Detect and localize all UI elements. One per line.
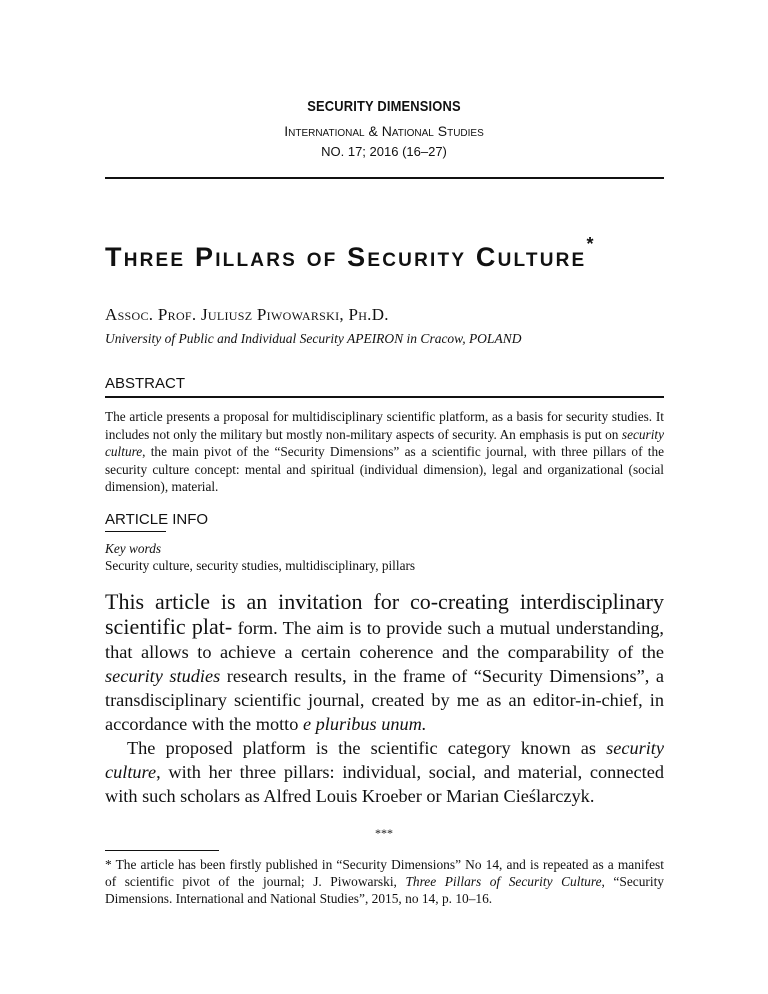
abstract-emphasis: security culture bbox=[105, 426, 664, 459]
body-paragraph bbox=[105, 590, 664, 736]
article-title bbox=[105, 234, 594, 273]
journal-title: SECURITY DIMENSIONS bbox=[307, 98, 461, 115]
abstract-divider bbox=[105, 396, 664, 398]
first-line: This article is an invitation for co-creating interdisciplinary scientific plat- bbox=[105, 589, 664, 639]
article-title-text: Three Pillars of Security Culture bbox=[105, 242, 587, 272]
author-affiliation: University of Public and Individual Security APEIRON in Cracow, POLAND bbox=[105, 331, 522, 346]
footnote-text-part: , “Security Dimensions. International and National Studies”, 2015, no 14, p. 10–16. bbox=[105, 874, 664, 906]
footnote-text-part: The article has been firstly published in “Security Dimensions” No 14, and is repeated as a manifest of scientific pivot of the journal; J. Piwowarski, bbox=[105, 857, 664, 889]
body-text-part: The proposed platform is the scientific category known as bbox=[127, 738, 607, 758]
body-emphasis: e pluribus unum. bbox=[302, 714, 427, 734]
section-separator: *** bbox=[375, 826, 393, 840]
abstract-text bbox=[105, 408, 664, 496]
footnote bbox=[105, 856, 664, 907]
journal-issue: NO. 17; 2016 (16–27) bbox=[321, 144, 447, 159]
abstract-heading: ABSTRACT bbox=[105, 375, 186, 392]
article-info-heading: ARTICLE INFO bbox=[105, 511, 209, 528]
article-info-divider bbox=[105, 531, 166, 532]
article-body bbox=[105, 590, 664, 808]
header-divider bbox=[105, 177, 664, 179]
title-footnote-mark: * bbox=[586, 234, 594, 254]
body-text-part: research results, in the frame of “Security Dimensions”, a transdisciplinary scientific journal, created by me as an editor-in-chief, in accordance with the motto bbox=[105, 666, 664, 734]
body-emphasis: security culture bbox=[105, 738, 664, 782]
footnote-divider bbox=[105, 850, 219, 851]
keywords-label: Key words bbox=[105, 541, 162, 556]
author-name: Assoc. Prof. Juliusz Piwowarski, Ph.D. bbox=[105, 305, 389, 324]
body-emphasis: security studies bbox=[105, 666, 221, 686]
abstract-text-part: The article presents a proposal for multidisciplinary scientific platform, as a basis for security studies. It includes not only the military but mostly non-military aspects of security. An emphasis is put on bbox=[105, 409, 664, 442]
journal-subtitle: International & National Studies bbox=[284, 123, 484, 139]
body-paragraph bbox=[105, 736, 664, 808]
keywords-list: Security culture, security studies, multidisciplinary, pillars bbox=[105, 558, 416, 573]
body-text-part: form. The aim is to provide such a mutual understanding, that allows to achieve a certain coherence and the comparability of the bbox=[105, 618, 664, 662]
body-text-part: , with her three pillars: individual, social, and material, connected with such scholars as Alfred Louis Kroeber or Marian Cieślarczyk. bbox=[105, 762, 664, 806]
footnote-mark: * bbox=[105, 857, 112, 872]
footnote-emphasis: Three Pillars of Security Culture bbox=[405, 874, 602, 889]
abstract-text-part: , the main pivot of the “Security Dimensions” as a scientific journal, with three pillars of the security culture concept: mental and spiritual (individual dimension), legal and organizational (social dimension), material. bbox=[105, 444, 664, 494]
